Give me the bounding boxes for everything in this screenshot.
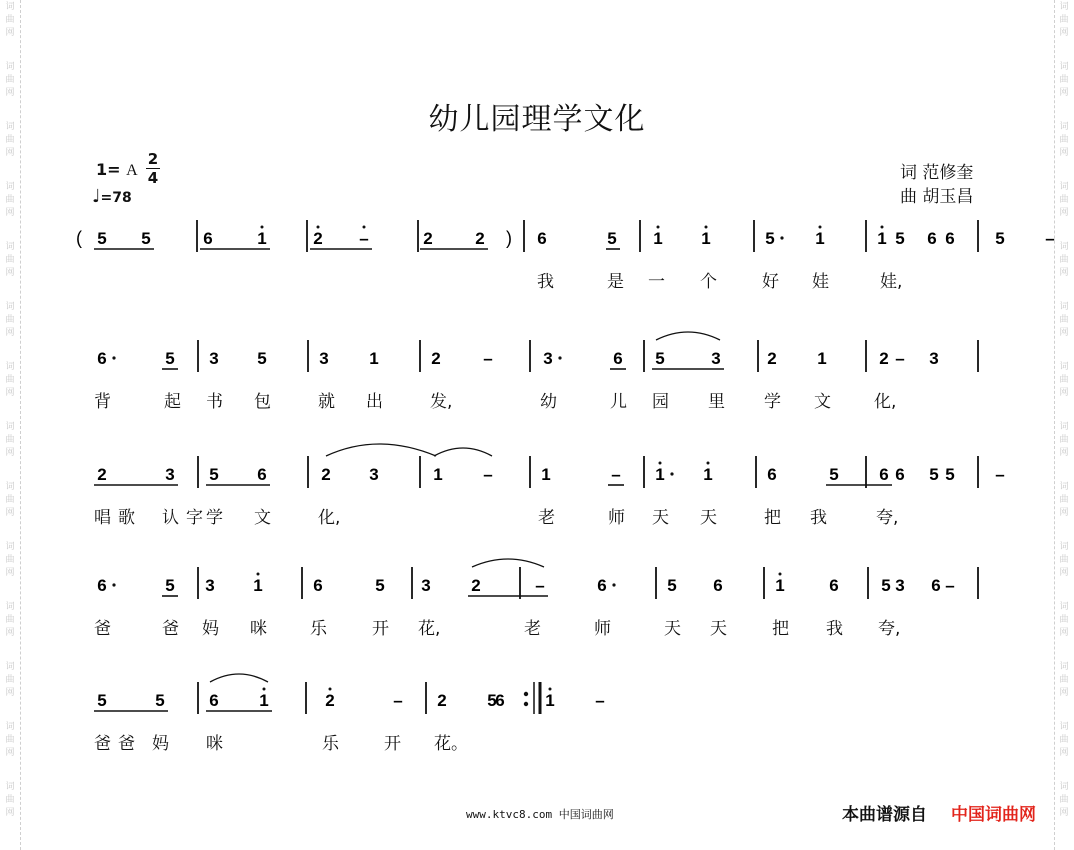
watermark-glyph: 网	[5, 268, 15, 278]
lyric-char: 文	[814, 392, 831, 412]
lyric-char: 文	[254, 508, 271, 528]
watermark-glyph: 曲	[5, 15, 15, 25]
note: 2	[325, 691, 335, 710]
note: 1	[703, 465, 713, 484]
watermark-glyph: 词	[5, 122, 15, 132]
high-octave-dot	[819, 226, 822, 229]
note: 2	[767, 349, 777, 368]
lyric-char: 乐	[322, 734, 339, 754]
note: 2	[313, 229, 323, 248]
note: 6	[597, 576, 607, 595]
watermark-glyph: 网	[1059, 28, 1069, 38]
note: 6	[895, 465, 905, 484]
note: 3	[929, 349, 939, 368]
dash-note: –	[535, 576, 545, 595]
watermark-glyph: 曲	[1059, 615, 1069, 625]
watermark-glyph: 曲	[1059, 315, 1069, 325]
note: 1	[877, 229, 887, 248]
high-octave-dot	[257, 573, 260, 576]
watermark-glyph: 网	[5, 748, 15, 758]
dash-note: –	[945, 576, 955, 595]
lyric-char: 园	[652, 392, 669, 412]
composer-credit: 曲 胡玉昌	[900, 187, 974, 207]
watermark-glyph: 词	[1059, 662, 1069, 672]
dotted-note-dot	[112, 583, 115, 586]
note: 6	[209, 691, 219, 710]
note: 5	[607, 229, 617, 248]
note: 5	[209, 465, 219, 484]
watermark-glyph: 词	[1059, 182, 1069, 192]
lyric-char: 背	[94, 392, 111, 412]
note: 6	[829, 576, 839, 595]
watermark-glyph: 词	[1059, 422, 1069, 432]
watermark-glyph: 网	[1059, 628, 1069, 638]
time-numerator: 2	[147, 150, 159, 168]
watermark-glyph: 词	[5, 62, 15, 72]
lyric-char: 把	[764, 508, 781, 528]
lyric-char: 我	[810, 508, 827, 528]
note: 5	[929, 465, 939, 484]
lyric-char: 把	[772, 619, 789, 639]
lyric-char: 我	[537, 272, 554, 292]
note: 2	[321, 465, 331, 484]
slur-arc	[472, 559, 544, 567]
watermark-glyph: 词	[1059, 2, 1069, 12]
note: 6	[313, 576, 323, 595]
watermark-glyph: 网	[1059, 388, 1069, 398]
watermark-glyph: 曲	[1059, 375, 1069, 385]
lyric-char: 老	[524, 619, 541, 639]
high-octave-dot	[881, 226, 884, 229]
note: 3	[319, 349, 329, 368]
note: 5	[655, 349, 665, 368]
high-octave-dot	[317, 226, 320, 229]
lyric-char: 老	[538, 508, 555, 528]
watermark-glyph: 曲	[1059, 675, 1069, 685]
lyric-char: 爸	[94, 619, 111, 639]
dash-note: –	[393, 691, 403, 710]
high-octave-dot	[329, 688, 332, 691]
note: 6	[613, 349, 623, 368]
note: 2	[879, 349, 889, 368]
watermark-glyph: 曲	[5, 75, 15, 85]
lyric-char: 师	[594, 619, 611, 639]
lyric-char: 爸	[162, 619, 179, 639]
note: 6	[879, 465, 889, 484]
note: 3	[543, 349, 553, 368]
note: 5	[97, 229, 107, 248]
watermark-glyph: 曲	[5, 735, 15, 745]
note: 2	[471, 576, 481, 595]
watermark-glyph: 网	[1059, 328, 1069, 338]
quarter-note-icon: ♩	[92, 186, 101, 207]
watermark-glyph: 词	[5, 2, 15, 12]
lyric-char: 好	[762, 272, 779, 292]
lyric-char: 我	[826, 619, 843, 639]
watermark-glyph: 曲	[5, 435, 15, 445]
watermark-glyph: 词	[5, 662, 15, 672]
note: 3	[369, 465, 379, 484]
note: 2	[475, 229, 485, 248]
watermark-glyph: 曲	[1059, 195, 1069, 205]
watermark-glyph: 曲	[5, 615, 15, 625]
watermark-glyph: 词	[1059, 782, 1069, 792]
note: 1	[815, 229, 825, 248]
note: 3	[165, 465, 175, 484]
watermark-glyph: 网	[5, 448, 15, 458]
watermark-glyph: 网	[1059, 148, 1069, 158]
slur-arc	[434, 448, 492, 456]
watermark-glyph: 曲	[5, 675, 15, 685]
footer-source-name: 中国词曲网	[951, 805, 1036, 825]
dash-note: –	[483, 349, 493, 368]
note: 5	[895, 229, 905, 248]
slur-arc	[656, 332, 720, 340]
note: 5	[765, 229, 775, 248]
dash-note: –	[995, 465, 1005, 484]
lyric-char: 天	[700, 508, 717, 528]
note: 1	[817, 349, 827, 368]
watermark-glyph: 词	[5, 362, 15, 372]
watermark-glyph: 词	[5, 482, 15, 492]
lyric-char: 花,	[418, 619, 441, 639]
note: 5	[667, 576, 677, 595]
note: 6	[97, 349, 107, 368]
note: 5	[881, 576, 891, 595]
lyric-char: 个	[700, 272, 717, 292]
watermark-glyph: 词	[5, 602, 15, 612]
lyric-char: 开	[372, 619, 389, 639]
note: 5	[155, 691, 165, 710]
note: 6	[713, 576, 723, 595]
tempo-value: =78	[100, 190, 132, 206]
repeat-dot	[524, 692, 528, 696]
watermark-glyph: 词	[5, 242, 15, 252]
tie-arc	[326, 444, 436, 456]
key-prefix: 1=	[96, 160, 121, 179]
note: 3	[711, 349, 721, 368]
watermark-glyph: 词	[1059, 722, 1069, 732]
watermark-glyph: 曲	[5, 375, 15, 385]
lyric-char: 认	[162, 508, 179, 528]
watermark-glyph: 曲	[5, 135, 15, 145]
watermark-glyph: 网	[5, 568, 15, 578]
watermark-glyph: 网	[5, 808, 15, 818]
watermark-glyph: 词	[5, 182, 15, 192]
lyric-char: 娃,	[880, 272, 903, 292]
watermark-glyph: 词	[5, 542, 15, 552]
watermark-glyph: 网	[1059, 568, 1069, 578]
watermark-glyph: 词	[5, 722, 15, 732]
note: 6	[767, 465, 777, 484]
watermark-glyph: 网	[1059, 88, 1069, 98]
note: 5	[165, 349, 175, 368]
watermark-glyph: 网	[5, 88, 15, 98]
note: 1	[775, 576, 785, 595]
watermark-glyph: 曲	[1059, 255, 1069, 265]
dash-note: –	[595, 691, 605, 710]
high-octave-dot	[363, 226, 366, 229]
lyric-char: 天	[710, 619, 727, 639]
note: 6	[495, 691, 505, 710]
watermark-glyph: 词	[1059, 242, 1069, 252]
watermark-glyph: 网	[5, 28, 15, 38]
high-octave-dot	[263, 688, 266, 691]
lyric-char: 字	[186, 508, 203, 528]
lyric-char: 幼	[540, 392, 557, 412]
lyric-char: 一	[648, 272, 665, 292]
dotted-note-dot	[112, 356, 115, 359]
lyric-char: 儿	[610, 392, 627, 412]
dotted-note-dot	[670, 472, 673, 475]
note: 5	[829, 465, 839, 484]
note: 2	[431, 349, 441, 368]
note: 1	[253, 576, 263, 595]
note: 6	[931, 576, 941, 595]
note: 5	[165, 576, 175, 595]
note: 5	[141, 229, 151, 248]
note: 1	[545, 691, 555, 710]
watermark-glyph: 曲	[5, 795, 15, 805]
note: 3	[209, 349, 219, 368]
watermark-glyph: 网	[1059, 448, 1069, 458]
watermark-glyph: 曲	[1059, 555, 1069, 565]
watermark-glyph: 词	[1059, 302, 1069, 312]
lyric-char: 妈	[202, 619, 219, 639]
note: 1	[541, 465, 551, 484]
note: 5	[375, 576, 385, 595]
repeat-dot	[524, 702, 528, 706]
lyric-char: 妈	[152, 734, 169, 754]
note: 3	[205, 576, 215, 595]
watermark-glyph: 曲	[1059, 495, 1069, 505]
open-paren: (	[76, 228, 82, 248]
high-octave-dot	[705, 226, 708, 229]
note: 2	[423, 229, 433, 248]
lyric-char: 天	[664, 619, 681, 639]
high-octave-dot	[549, 688, 552, 691]
watermark-glyph: 网	[5, 508, 15, 518]
lyric-char: 夸,	[878, 619, 901, 639]
note: 6	[537, 229, 547, 248]
note: 3	[895, 576, 905, 595]
note: 6	[257, 465, 267, 484]
high-octave-dot	[659, 462, 662, 465]
watermark-glyph: 词	[1059, 62, 1069, 72]
lyric-char: 起	[164, 392, 181, 412]
lyric-char: 咪	[206, 734, 223, 754]
lyric-char: 学	[206, 508, 223, 528]
dotted-note-dot	[612, 583, 615, 586]
note: 6	[927, 229, 937, 248]
lyric-char: 就	[318, 392, 335, 412]
dash-note: –	[611, 465, 621, 484]
watermark-glyph: 网	[5, 148, 15, 158]
watermark-glyph: 网	[5, 208, 15, 218]
watermark-glyph: 曲	[1059, 735, 1069, 745]
watermark-glyph: 词	[1059, 542, 1069, 552]
watermark-glyph: 网	[1059, 688, 1069, 698]
watermark-glyph: 网	[5, 628, 15, 638]
close-paren: )	[506, 228, 512, 248]
note: 5	[257, 349, 267, 368]
lyric-char: 咪	[250, 619, 267, 639]
time-denominator: 4	[147, 169, 159, 187]
watermark-glyph: 词	[1059, 362, 1069, 372]
watermark-glyph: 词	[5, 302, 15, 312]
watermark-glyph: 曲	[1059, 135, 1069, 145]
note: 5	[97, 691, 107, 710]
note: 1	[433, 465, 443, 484]
lyric-char: 娃	[812, 272, 829, 292]
dotted-note-dot	[780, 236, 783, 239]
lyric-char: 花。	[434, 734, 468, 754]
watermark-glyph: 曲	[5, 495, 15, 505]
note: 2	[97, 465, 107, 484]
watermark-glyph: 词	[1059, 122, 1069, 132]
note: 6	[945, 229, 955, 248]
dash-note: –	[1045, 229, 1055, 248]
watermark-glyph: 曲	[5, 255, 15, 265]
note: 1	[701, 229, 711, 248]
dash-note: –	[359, 229, 369, 248]
lyric-char: 书	[206, 392, 223, 412]
watermark-glyph: 网	[1059, 748, 1069, 758]
watermark-glyph: 网	[1059, 808, 1069, 818]
note: 1	[257, 229, 267, 248]
lyric-char: 爸	[94, 734, 111, 754]
dash-note: –	[483, 465, 493, 484]
watermark-glyph: 曲	[1059, 15, 1069, 25]
watermark-glyph: 网	[1059, 268, 1069, 278]
note: 5	[995, 229, 1005, 248]
note: 3	[421, 576, 431, 595]
note: 1	[369, 349, 379, 368]
note: 5	[487, 691, 497, 710]
note: 1	[655, 465, 665, 484]
lyric-char: 开	[384, 734, 401, 754]
lyric-char: 里	[708, 392, 725, 412]
watermark-glyph: 曲	[5, 555, 15, 565]
lyricist-credit: 词 范修奎	[900, 163, 974, 183]
note: 6	[203, 229, 213, 248]
lyric-char: 出	[366, 392, 383, 412]
watermark-glyph: 网	[5, 328, 15, 338]
lyric-char: 化,	[874, 392, 897, 412]
note: 1	[259, 691, 269, 710]
footer-url: www.ktvc8.com 中国词曲网	[466, 808, 614, 821]
watermark-glyph: 网	[1059, 208, 1069, 218]
key-letter: A	[126, 162, 138, 179]
watermark-glyph: 曲	[5, 195, 15, 205]
lyric-char: 夸,	[876, 508, 899, 528]
watermark-glyph: 词	[1059, 602, 1069, 612]
footer-source-label: 本曲谱源自	[842, 805, 927, 825]
lyric-char: 乐	[310, 619, 327, 639]
high-octave-dot	[261, 226, 264, 229]
lyric-char: 唱	[94, 508, 111, 528]
high-octave-dot	[657, 226, 660, 229]
note: 2	[437, 691, 447, 710]
lyric-char: 天	[652, 508, 669, 528]
watermark-glyph: 曲	[1059, 435, 1069, 445]
lyric-char: 包	[254, 392, 271, 412]
lyric-char: 师	[608, 508, 625, 528]
note: 1	[653, 229, 663, 248]
lyric-char: 爸	[118, 734, 135, 754]
watermark-glyph: 词	[5, 782, 15, 792]
lyric-char: 歌	[118, 508, 135, 528]
high-octave-dot	[707, 462, 710, 465]
watermark-glyph: 曲	[1059, 75, 1069, 85]
lyric-char: 发,	[430, 392, 453, 412]
watermark-glyph: 网	[5, 388, 15, 398]
dotted-note-dot	[558, 356, 561, 359]
watermark-glyph: 词	[5, 422, 15, 432]
song-title: 幼儿园理学文化	[428, 102, 646, 137]
watermark-glyph: 曲	[5, 315, 15, 325]
watermark-glyph: 网	[5, 688, 15, 698]
lyric-char: 是	[607, 272, 624, 292]
watermark-glyph: 网	[1059, 508, 1069, 518]
high-octave-dot	[779, 573, 782, 576]
dash-note: –	[895, 349, 905, 368]
slur-arc	[210, 674, 268, 682]
note: 6	[97, 576, 107, 595]
watermark-glyph: 词	[1059, 482, 1069, 492]
lyric-char: 化,	[318, 508, 341, 528]
note: 5	[945, 465, 955, 484]
watermark-glyph: 曲	[1059, 795, 1069, 805]
lyric-char: 学	[764, 392, 781, 412]
